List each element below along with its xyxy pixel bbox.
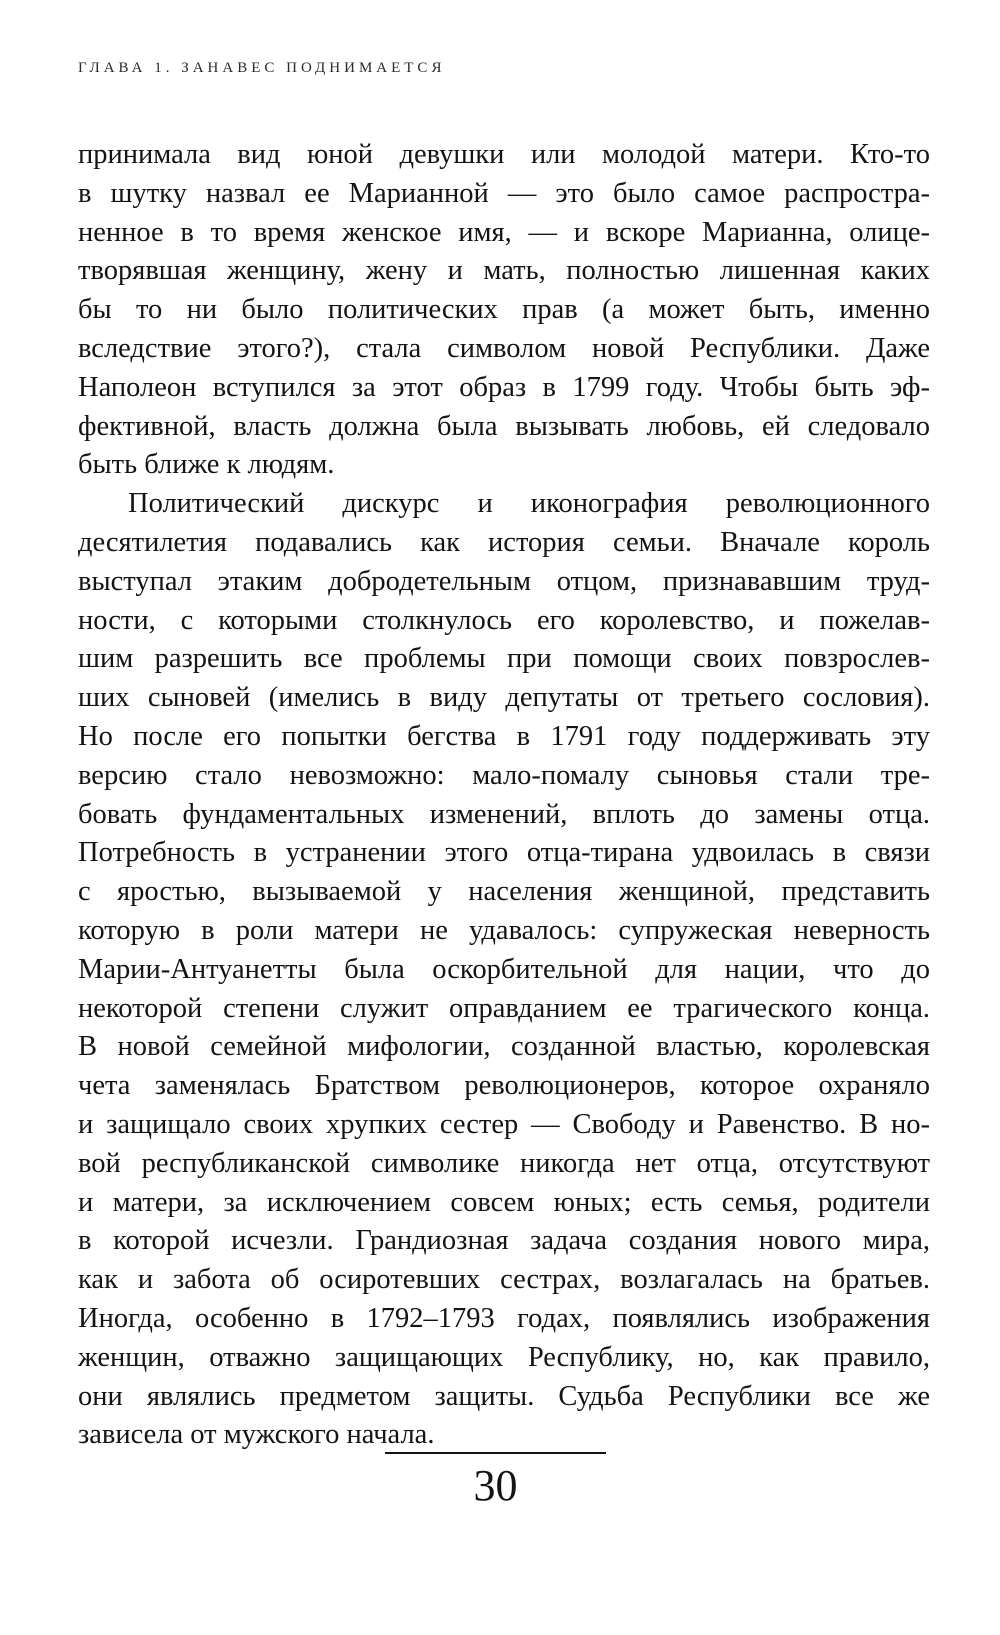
text-line: вой республиканской символике никогда нет отца, отсутствуют <box>78 1147 930 1179</box>
text-line: Марии-Антуанетты была оскорбительной для нации, что до <box>78 953 930 985</box>
text-line: которую в роли матери не удавалось: супружеская неверность <box>78 914 930 946</box>
text-line: и защищало своих хрупких сестер — Свободу и Равенство. В но- <box>78 1108 930 1140</box>
paragraph-2 <box>78 485 930 1455</box>
text-line: Но после его попытки бегства в 1791 году поддерживать эту <box>78 720 930 752</box>
text-line: Политический дискурс и иконография революционного <box>128 488 930 520</box>
text-line: женщин, отважно защищающих Республику, но, как правило, <box>78 1341 930 1373</box>
text-line: некоторой степени служит оправданием ее трагического конца. <box>78 992 930 1024</box>
text-line: десятилетия подавались как история семьи. Вначале король <box>78 526 930 558</box>
text-line: в шутку назвал ее Марианной — это было самое распростра- <box>78 177 930 209</box>
text-line: как и забота об осиротевших сестрах, возлагалась на братьев. <box>78 1264 930 1296</box>
text-line: быть ближе к людям. <box>78 449 335 481</box>
page-number: 30 <box>473 1461 518 1510</box>
text-line: шим разрешить все проблемы при помощи своих повзрослев- <box>78 643 930 675</box>
text-line: Иногда, особенно в 1792–1793 годах, появлялись изображения <box>78 1302 930 1334</box>
text-line: ности, с которыми столкнулось его королевство, и пожелав- <box>78 604 930 636</box>
text-line: ненное в то время женское имя, — и вскоре Марианна, олице- <box>78 216 930 248</box>
text-line: зависела от мужского начала. <box>78 1419 435 1451</box>
text-line: версию стало невозможно: мало-помалу сыновья стали тре- <box>78 759 930 791</box>
text-line: принимала вид юной девушки или молодой матери. Кто-то <box>78 139 930 170</box>
text-line: в которой исчезли. Грандиозная задача создания нового мира, <box>78 1225 930 1257</box>
text-line: с яростью, вызываемой у населения женщиной, представить <box>78 876 930 908</box>
text-line: бы то ни было политических прав (а может быть, именно <box>78 294 930 326</box>
text-line: чета заменялась Братством революционеров, которое охраняло <box>78 1070 930 1102</box>
page-number-rule <box>385 1452 606 1454</box>
text-line: В новой семейной мифологии, созданной властью, королевская <box>78 1031 930 1063</box>
text-line: творявшая женщину, жену и мать, полностью лишенная каких <box>78 255 930 287</box>
text-line: они являлись предметом защиты. Судьба Республики все же <box>78 1380 930 1412</box>
body-text <box>78 136 930 1455</box>
text-line: ших сыновей (имелись в виду депутаты от третьего сословия). <box>78 682 930 714</box>
text-line: Потребность в устранении этого отца-тирана удвоилась в связи <box>78 837 930 869</box>
text-line: фективной, власть должна была вызывать любовь, ей следовало <box>78 410 930 442</box>
running-header: ГЛАВА 1. ЗАНАВЕС ПОДНИМАЕТСЯ <box>78 60 446 76</box>
text-line: бовать фундаментальных изменений, вплоть до замены отца. <box>78 798 930 830</box>
text-line: вследствие этого?), стала символом новой Республики. Даже <box>78 332 930 364</box>
text-line: выступал этаким добродетельным отцом, признававшим труд- <box>78 565 930 597</box>
text-line: и матери, за исключением совсем юных; есть семья, родители <box>78 1186 930 1218</box>
paragraph-1 <box>78 136 930 485</box>
text-line: Наполеон вступился за этот образ в 1799 году. Чтобы быть эф- <box>78 371 930 403</box>
